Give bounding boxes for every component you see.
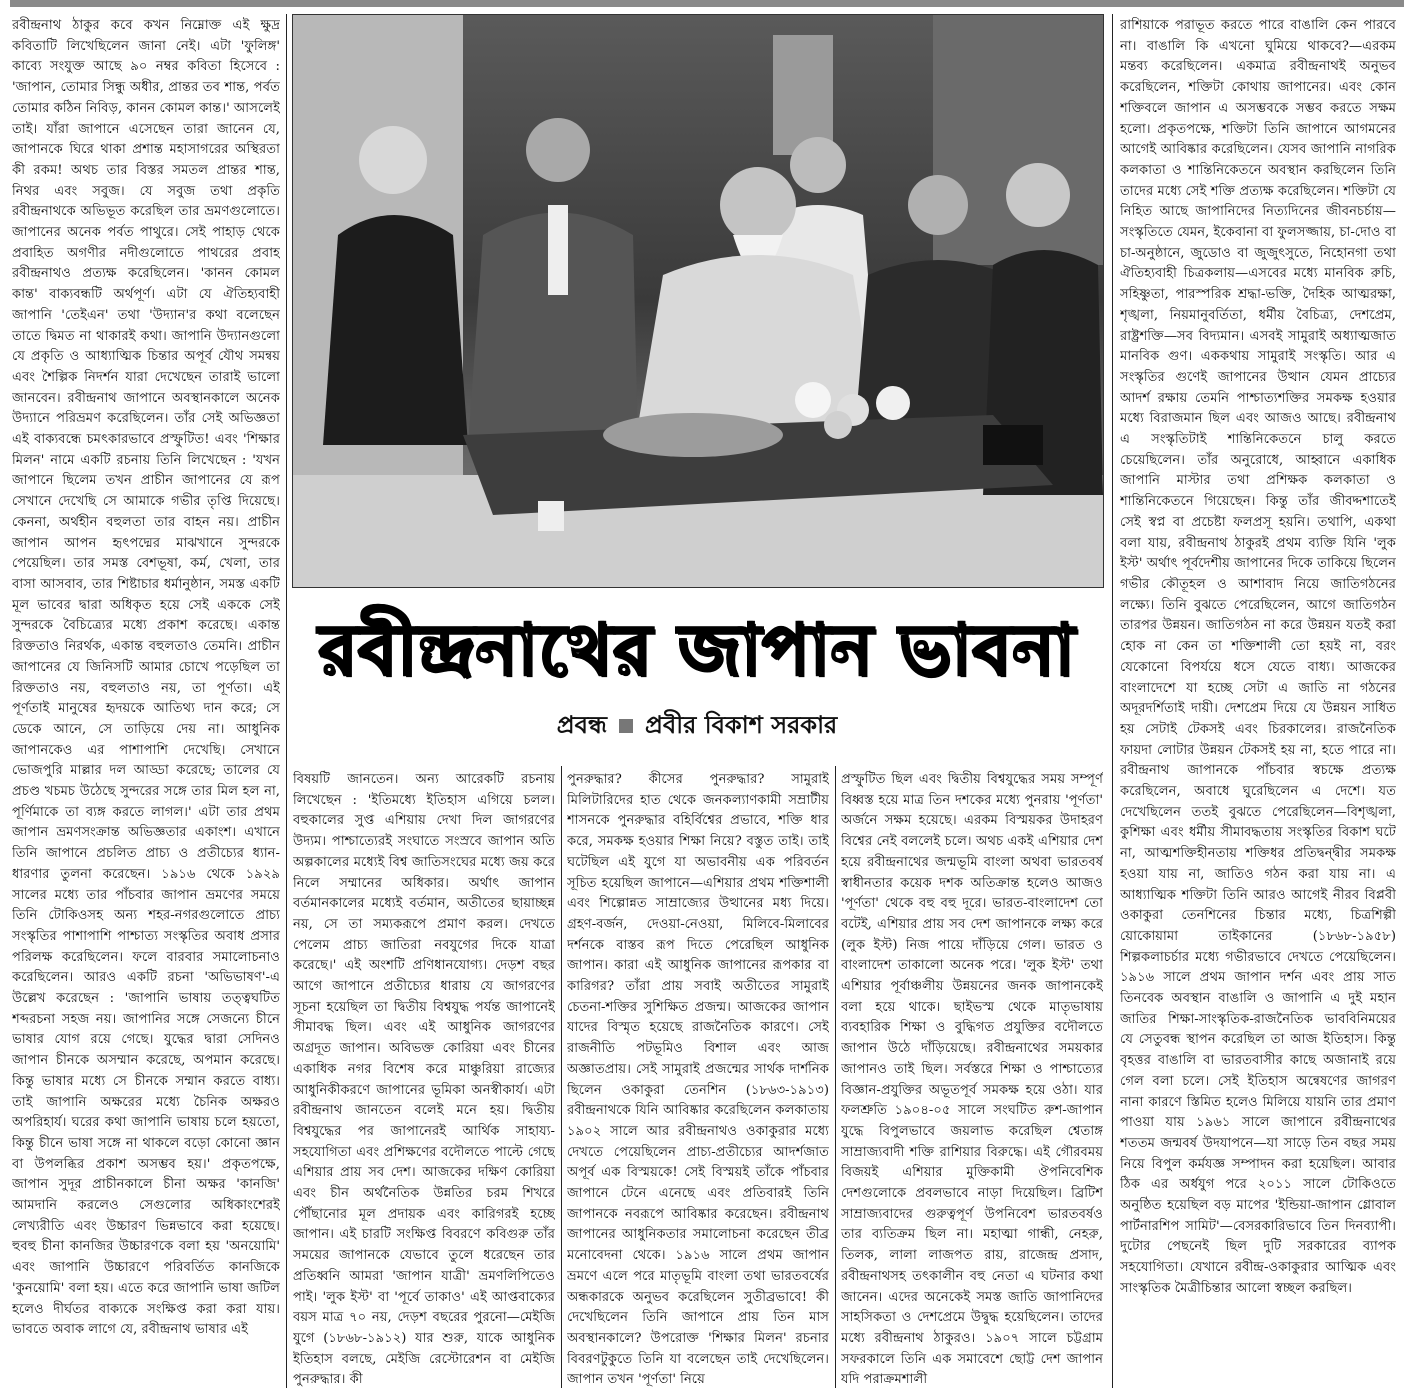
column-divider [561,766,562,1388]
photo-tagore-group [292,14,1104,588]
article-column-5 [1120,16,1396,1388]
article-text-column-2: বিষয়টি জানতেন। অন্য আরেকটি রচনায় লিখেছেন : 'ইতিমধ্যে ইতিহাস এগিয়ে চলল। বহুকালের সুপ্ত এশিয়ায় দেখা দিল জাগরণের উদ্যম। পাশ্চাত্যেরই সংঘাতে সংস্রবে জাপান অতি অল্পকালের মধ্যেই বিশ্ব জাতিসংঘের মধ্যে জয় করে নিলে সম্মানের অধিকার। অর্থাৎ জাপান বর্তমানকালের মধ্যেই বর্তমান, অতীতের ছায়াচ্ছন্ন নয়, সে তা সম্যকরূপে প্রমাণ করল। দেখতে পেলেম প্রাচ্য জাতিরা নবযুগের দিকে যাত্রা করেছে।' এই অংশটি প্রণিধানযোগ্য। দেড়শ বছর আগে জাপানে প্রতীচ্যের ধারায় যে জাগরণের সূচনা হয়েছিল তা দ্বিতীয় বিশ্বযুদ্ধ পর্যন্ত জাপানেই সীমাবদ্ধ ছিল। এবং এই আধুনিক জাগরণের অগ্রদূত জাপান। অবিভক্ত কোরিয়া এবং চীনের একাধিক নগর বিশেষ করে মাঞ্চুরিয়া রাজ্যের আধুনিকীকরণে জাপানের ভূমিকা অনস্বীকার্য। এটা রবীন্দ্রনাথ জানতেন বলেই মনে হয়। দ্বিতীয় বিশ্বযুদ্ধের পর জাপানেরই আর্থিক সাহায্য-সহযোগিতা এবং প্রশিক্ষণের বদৌলতে পাল্টে গেছে এশিয়ার প্রায় সব দেশ। আজকের দক্ষিণ কোরিয়া এবং চীন অর্থনৈতিক উন্নতির চরম শিখরে পৌঁছানোর মূল প্রদায়ক এবং কারিগরই হচ্ছে জাপান। এই চারটি সংক্ষিপ্ত বিবরণে কবিগুরু তাঁর সময়ের জাপানকে যেভাবে তুলে ধরেছেন তার প্রতিধ্বনি আমরা 'জাপান যাত্রী' ভ্রমণলিপিতেও পাই। 'লুক ইস্ট' বা 'পূর্বে তাকাও' এই আপ্তবাক্যের বয়স মাত্র ৭০ নয়, দেড়শ বছরের পুরনো—মেইজি যুগে (১৮৬৮-১৯১২) যার শুরু, যাকে আধুনিক ইতিহাস বলছে, মেইজি রেস্টোরেশন বা মেইজি পুনরুদ্ধার। কী [293,772,555,1388]
article-column-1 [12,16,280,1388]
byline-square-separator [619,719,633,733]
article-category: প্রবন্ধ [556,711,608,739]
article-headline: রবীন্দ্রনাথের জাপান ভাবনা [318,609,1076,691]
article-column-3 [567,770,829,1388]
article-text-column-3: পুনরুদ্ধার? কীসের পুনরুদ্ধার? সামুরাই মিলিটারিদের হাত থেকে জনকল্যাণকামী সম্রাটীয় শাসনকে পুনরুদ্ধার বহির্বিশ্বের প্রভাবে, শক্তি ধার করে, সমকক্ষ হওয়ার শিক্ষা নিয়ে? বস্তুত তাই। তাই ঘটেছিল এই যুগে যা অভাবনীয় এক পরিবর্তন সূচিত হয়েছিল জাপানে—এশিয়ার প্রথম শক্তিশালী এবং শিল্পোন্নত সাম্রাজ্যের উত্থানের মধ্য দিয়ে। গ্রহণ-বর্জন, দেওয়া-নেওয়া, মিলিবে-মিলাবের দর্শনকে বাস্তব রূপ দিতে পেরেছিল আধুনিক জাপান। কারা এই আধুনিক জাপানের রূপকার বা কারিগর? তাঁরা প্রায় সবাই অতীতের সামুরাই চেতনা-শক্তির সুশিক্ষিত প্রজন্ম। আজকের জাপান যাদের বিস্মৃত হয়েছে রাজনৈতিক কারণে। সেই রাজনীতি পটভূমিও বিশাল এবং আজ অজ্ঞাতপ্রায়। সেই সামুরাই প্রজন্মের সার্থক দার্শনিক ছিলেন ওকাকুরা তেনশিন (১৮৬৩-১৯১৩) রবীন্দ্রনাথকে যিনি আবিষ্কার করেছিলেন কলকাতায় ১৯০২ সালে আর রবীন্দ্রনাথও ওকাকুরার মধ্যে দেখতে পেয়েছিলেন প্রাচ্য-প্রতীচ্যের আদর্শজাত অপূর্ব এক বিস্ময়কে! সেই বিস্ময়ই তাঁকে পাঁচবার জাপানে টেনে এনেছে এবং প্রতিবারই তিনি জাপানকে নবরূপে আবিষ্কার করেছেন। রবীন্দ্রনাথ জাপানের আধুনিকতার সমালোচনা করেছেন তীব্র মনোবেদনা থেকে। ১৯১৬ সালে প্রথম জাপান ভ্রমণে এলে পরে মাতৃভূমি বাংলা তথা ভারতবর্ষের অন্ধকারকে অনুভব করেছিলেন সুতীব্রভাবে! কী দেখেছিলেন তিনি জাপানে প্রায় তিন মাস অবস্থানকালে? উপরোক্ত 'শিক্ষার মিলন' রচনার বিবরণটুকুতে তিনি যা বলেছেন তাই দেখেছিলেন। জাপান তখন 'পূর্ণতা' নিয়ে [567,772,829,1388]
article-column-2 [293,770,555,1388]
article-column-4 [841,770,1103,1388]
article-author: প্রবীর বিকাশ সরকার [645,711,838,739]
column-divider [286,14,287,1388]
top-rule [10,0,1404,7]
column-divider [835,766,836,1388]
photo-illustration [293,15,1103,587]
column-divider [1112,14,1113,1388]
article-text-column-4: প্রস্ফুটিত ছিল এবং দ্বিতীয় বিশ্বযুদ্ধের সময় সম্পূর্ণ বিধ্বস্ত হয়ে মাত্র তিন দশকের মধ্যে পুনরায় 'পূর্ণতা' অর্জনে সক্ষম হয়েছে। এরকম বিস্ময়কর উদাহরণ বিশ্বের নেই বললেই চলে। অথচ একই এশিয়ার দেশ হয়ে রবীন্দ্রনাথের জন্মভূমি বাংলা অথবা ভারতবর্ষ স্বাধীনতার কয়েক দশক অতিক্রান্ত হলেও আজও 'পূর্ণতা' থেকে বহু বহু দূরে। ভারত-বাংলাদেশ তো বটেই, এশিয়ার প্রায় সব দেশ জাপানকে লক্ষ্য করে (লুক ইস্ট) নিজ পায়ে দাঁড়িয়ে গেল। ভারত ও বাংলাদেশ তাকালো অনেক পরে। 'লুক ইস্ট' তথা এশিয়ার পূর্বাঞ্চলীয় উন্নয়নের জনক জাপানকেই বলা হয়ে থাকে। ছাইভস্ম থেকে মাতৃভাষায় ব্যবহারিক শিক্ষা ও বুদ্ধিগত প্রযুক্তির বদৌলতে জাপান উঠে দাঁড়িয়েছে। রবীন্দ্রনাথের সময়কার জাপানও তাই ছিল। সর্বস্তরে শিক্ষা ও পাশ্চাত্যের বিজ্ঞান-প্রযুক্তির অভূতপূর্ব সমকক্ষ হয়ে ওঠা। যার ফলশ্রুতি ১৯০৪-০৫ সালে সংঘটিত রুশ-জাপান যুদ্ধে বিপুলভাবে জয়লাভ করেছিল শ্বেতাঙ্গ সাম্রাজ্যবাদী শক্তি রাশিয়ার বিরুদ্ধে। এই গৌরবময় বিজয়ই এশিয়ার মুক্তিকামী ঔপনিবেশিক দেশগুলোকে প্রবলভাবে নাড়া দিয়েছিল। ব্রিটিশ সাম্রাজ্যবাদের গুরুত্বপূর্ণ উপনিবেশ ভারতবর্ষও তার ব্যতিক্রম ছিল না। মহাত্মা গান্ধী, নেহরু, তিলক, লালা লাজপত রায়, রাজেন্দ্র প্রসাদ, রবীন্দ্রনাথসহ তৎকালীন বহু নেতা এ ঘটনার কথা জানেন। এদের অনেকেই সমস্ত জাতি জাপানিদের সাহসিকতা ও দেশপ্রেমে উদ্বুদ্ধ হয়েছিলেন। তাদের মধ্যে রবীন্দ্রনাথ ঠাকুরও। ১৯০৭ সালে চট্টগ্রাম সফরকালে তিনি এক সমাবেশে ছোট্ট দেশ জাপান যদি পরাক্রমশালী [841,772,1103,1388]
article-text-column-1: রবীন্দ্রনাথ ঠাকুর কবে কখন নিম্নোক্ত এই ক্ষুদ্র কবিতাটি লিখেছিলেন জানা নেই। এটা 'ফুলিঙ্গ' কাব্যে সংযুক্ত আছে ৯০ নম্বর কবিতা হিসেবে : 'জাপান, তোমার সিন্ধু অধীর, প্রান্তর তব শান্ত, পর্বত তোমার কঠিন নিবিড়, কানন কোমল কান্ত।' আসলেই তাই। যাঁরা জাপানে এসেছেন তারা জানেন যে, জাপানকে ঘিরে থাকা প্রশান্ত মহাসাগরের অস্থিরতা কী রকম! অথচ তার বিস্তর সমতল প্রান্তর শান্ত, নিথর এবং সবুজ। যে সবুজ তথা প্রকৃতি রবীন্দ্রনাথকে অভিভূত করেছিল তার ভ্রমণগুলোতে। জাপানের অনেক পর্বত পাথুরে। সেই পাহাড় থেকে প্রবাহিত অগণীর নদীগুলোতে পাথরের প্রবাহ রবীন্দ্রনাথও প্রত্যক্ষ করেছিলেন। 'কানন কোমল কান্ত' বাক্যবন্ধটি অর্থপূর্ণ। এটা যে ঐতিহ্যবাহী জাপানি 'তেইএন' তথা 'উদ্যান'র কথা বলেছেন তাতে দ্বিমত না থাকারই কথা। জাপানি উদ্যানগুলো যে প্রকৃতি ও আধ্যাত্মিক চিন্তার অপূর্ব যৌথ সমন্বয় এবং শৈল্পিক নিদর্শন যারা দেখেছেন তারাই ভালো জানবেন। রবীন্দ্রনাথ জাপানে অবস্থানকালে অনেক উদ্যানে পরিভ্রমণ করেছিলেন। তাঁর সেই অভিজ্ঞতা এই বাক্যবন্ধে চমৎকারভাবে প্রস্ফুটিত! এবং 'শিক্ষার মিলন' নামে একটি রচনায় তিনি লিখেছেন : 'যখন জাপানে ছিলেম তখন প্রাচীন জাপানের যে রূপ সেখানে দেখেছি সে আমাকে গভীর তৃপ্তি দিয়েছে। কেননা, অর্থহীন বহুলতা তার বাহন নয়। প্রাচীন জাপান আপন হৃৎপদ্মের মাঝখানে সুন্দরকে পেয়েছিল। তার সমস্ত বেশভূষা, কর্ম, খেলা, তার বাসা আসবাব, তার শিষ্টাচার ধর্মানুষ্ঠান, সমস্ত একটি মূল ভাবের দ্বারা অধিকৃত হয়ে সেই এককে সেই সুন্দরকে বৈচিত্র্যের মধ্যে প্রকাশ করেছে। একান্ত রিক্ততাও নিরর্থক, একান্ত বহুলতাও তেমনি। প্রাচীন জাপানের যে জিনিসটি আমার চোখে পড়েছিল তা রিক্ততাও নয়, বহুলতাও নয়, তা পূর্ণতা। এই পূর্ণতাই মানুষের হৃদয়কে আতিথ্য দান করে; সে ডেকে আনে, সে তাড়িয়ে দেয় না। আধুনিক জাপানকেও এর পাশাপাশি দেখেছি। সেখানে ভোজপুরি মাল্লার দল আড্ডা করেছে; তালের যে প্রচণ্ড খচমচ উঠেছে সুন্দরের সঙ্গে তার মিল হল না, পূর্ণিমাকে তা ব্যঙ্গ করতে লাগল।' এটা তার প্রথম জাপান ভ্রমণসংক্রান্ত অভিজ্ঞতার একাংশ। এখানে তিনি জাপানে প্রচলিত প্রাচ্য ও প্রতীচ্যের ধ্যান-ধারণার তুলনা করেছেন। ১৯১৬ থেকে ১৯২৯ সালের মধ্যে তার পাঁচবার জাপান ভ্রমণের সময়ে তিনি টোকিওসহ অন্য শহর-নগরগুলোতে প্রাচ্য সংস্কৃতির পাশাপাশি পাশ্চাত্য সংস্কৃতির অবাধ প্রসার পরিলক্ষ করেছিলেন। ফলে বারবার সমালোচনাও করেছিলেন। আরও একটি রচনা 'অভিভাষণ'-এ উল্লেখ করেছেন : 'জাপানি ভাষায় তত্ত্বঘটিত শব্দরচনা সহজ নয়। জাপানির সঙ্গে সেজন্যে চীনে ভাষার যোগ রয়ে গেছে। যুদ্ধের দ্বারা সেদিনও জাপান চীনকে অসম্মান করেছে, অপমান করেছে। কিন্তু ভাষার মধ্যে সে চীনকে সম্মান করতে বাধ্য। তাই জাপানি অক্ষরের মধ্যে চৈনিক অক্ষরও অপরিহার্য। ঘরের কথা জাপানি ভাষায় চলে হয়তো, কিন্তু চীনে ভাষা সঙ্গে না থাকলে বড়ো কোনো জ্ঞান বা উপলব্ধির প্রকাশ অসম্ভব হয়।' প্রকৃতপক্ষে, জাপান সুদূর প্রাচীনকালে চীনা অক্ষর 'কানজি' আমদানি করলেও সেগুলোর অধিকাংশেরই লেখ্যরীতি এবং উচ্চারণ ভিন্নভাবে করা হয়েছে। হুবহু চীনা কানজির উচ্চারণকে বলা হয় 'অনয়োমি' এবং জাপানি উচ্চারণে পরিবর্তিত কানজিকে 'কুনয়োমি' বলা হয়। এতে করে জাপানি ভাষা জটিল হলেও দীর্ঘতর বাক্যকে সংক্ষিপ্ত করা করা যায়। ভাবতে অবাক লাগে যে, রবীন্দ্রনাথ ভাষার এই [12,18,280,1338]
article-text-column-5: রাশিয়াকে পরাভূত করতে পারে বাঙালি কেন পারবে না। বাঙালি কি এখনো ঘুমিয়ে থাকবে?—এরকম মন্তব্য করেছিলেন। একমাত্র রবীন্দ্রনাথই অনুভব করেছিলেন, শক্তিটা কোথায় জাপানের। এবং কোন শক্তিবলে জাপান এ অসম্ভবকে সম্ভব করতে সক্ষম হলো। প্রকৃতপক্ষে, শক্তিটা তিনি জাপানে আগমনের আগেই আবিষ্কার করেছিলেন। যেসব জাপানি নাগরিক কলকাতা ও শান্তিনিকেতনে অবস্থান করছিলেন তিনি তাদের মধ্যে সেই শক্তি প্রত্যক্ষ করেছিলেন। শক্তিটা যে নিহিত আছে জাপানিদের নিত্যদিনের জীবনচর্চায়—সংস্কৃতিতে যেমন, ইকেবানা বা ফুলসজ্জায়, চা-দোও বা চা-অনুষ্ঠানে, জুডোও বা জুজুৎসুতে, নিহোনগা তথা ঐতিহ্যবাহী চিত্রকলায়—এসবের মধ্যে মানবিক রুচি, সহিষ্ণুতা, পারস্পরিক শ্রদ্ধা-ভক্তি, দৈহিক আত্মরক্ষা, শৃঙ্খলা, নিয়মানুবর্তিতা, ধর্মীয় বৈচিত্র্য, দেশপ্রেম, রাষ্ট্রশক্তি—সব বিদ্যমান। এসবই সামুরাই অধ্যাত্মজাত মানবিক গুণ। এককথায় সামুরাই সংস্কৃতি। আর এ সংস্কৃতির গুণেই জাপানের উত্থান যেমন প্রাচ্যের আদর্শ রক্ষায় তেমনি পাশ্চাত্যশক্তির সমকক্ষ হওয়ার মধ্যে বিরাজমান ছিল এবং আজও আছে। রবীন্দ্রনাথ এ সংস্কৃতিটাই শান্তিনিকেতনে চালু করতে চেয়েছিলেন। তাঁর অনুরোধে, আহ্বানে একাধিক জাপানি মাস্টার তথা প্রশিক্ষক কলকাতা ও শান্তিনিকেতনে গিয়েছেন। কিন্তু তাঁর জীবদ্দশাতেই সেই স্বপ্ন বা প্রচেষ্টা ফলপ্রসূ হয়নি। তথাপি, একথা বলা যায়, রবীন্দ্রনাথ ঠাকুরই প্রথম ব্যক্তি যিনি 'লুক ইস্ট' অর্থাৎ পূর্বদেশীয় জাপানের দিকে তাকিয়ে ছিলেন গভীর কৌতূহল ও আশাবাদ নিয়ে জাতিগঠনের লক্ষ্যে। তিনি বুঝতে পেরেছিলেন, আগে জাতিগঠন তারপর উন্নয়ন। জাতিগঠন না করে উন্নয়ন যতই করা হোক না কেন তা শক্তিশালী তো হয়ই না, বরং যেকোনো বিপর্যয়ে ধসে যেতে বাধ্য। আজকের বাংলাদেশে যা হচ্ছে সেটা এ জাতি না গঠনের অদূরদর্শিতাই দায়ী। দেশপ্রেম দিয়ে যে উন্নয়ন সাধিত হয় সেটাই টেকসই এবং চিরকালের। রাজনৈতিক ফায়দা লোটার উন্নয়ন টেকসই হয় না, হতে পারে না। রবীন্দ্রনাথ জাপানকে পাঁচবার স্বচক্ষে প্রত্যক্ষ করেছিলেন, অবাধে ঘুরেছিলেন এ দেশে। যত দেখেছিলেন ততই বুঝতে পেরেছিলেন—বিশৃঙ্খলা, কুশিক্ষা এবং ধর্মীয় সীমাবদ্ধতায় সংস্কৃতির বিকাশ ঘটে না, আত্মশক্তিহীনতায় শক্তিধর প্রতিদ্বন্দ্বীর সমকক্ষ হওয়া যায় না, জাতিও গঠন করা যায় না। এ আধ্যাত্মিক শক্তিটা তিনি আরও আগেই নীরব বিপ্লবী ওকাকুরা তেনশিনের চিন্তার মধ্যে, চিত্রশিল্পী য়োকোয়ামা তাইকানের (১৮৬৮-১৯৫৮) শিল্পকলাচর্চার মধ্যে গভীরভাবে দেখতে পেয়েছিলেন। ১৯১৬ সালে প্রথম জাপান দর্শন এবং প্রায় সাত তিনবেক অবস্থান বাঙালি ও জাপানি এ দুই মহান জাতির শিক্ষা-সাংস্কৃতিক-রাজনৈতিক ভাববিনিময়ের যে সেতুবন্ধ স্থাপন করেছিল তা আজ ইতিহাস। কিন্তু বৃহত্তর বাঙালি বা ভারতবাসীর কাছে অজানাই রয়ে গেল বলা চলে। সেই ইতিহাস অন্বেষণের জাগরণ নানা কারণে স্তিমিত হলেও মিলিয়ে যায়নি তার প্রমাণ পাওয়া যায় ১৯৬১ সালে জাপানে রবীন্দ্রনাথের শততম জন্মবর্ষ উদযাপনে—যা সাড়ে তিন বছর সময় নিয়ে বিপুল কর্মযজ্ঞ সম্পাদন করা হয়েছিল। আবার ঠিক এর অর্ধযুগ পরে ২০১১ সালে টোকিওতে অনুষ্ঠিত হয়েছিল বড় মাপের 'ইন্ডিয়া-জাপান গ্লোবাল পার্টনারশিপ সামিট'—বেসরকারিভাবে তিন দিনব্যাপী। দুটোর পেছনেই ছিল দুটি সরকারের ব্যাপক সহযোগিতা। যেখানে রবীন্দ্র-ওকাকুরার আত্মিক এবং সাংস্কৃতিক মৈত্রীচিন্তার আলো স্বচ্ছল করছিল। [1120,18,1396,1296]
byline [292,705,1102,745]
